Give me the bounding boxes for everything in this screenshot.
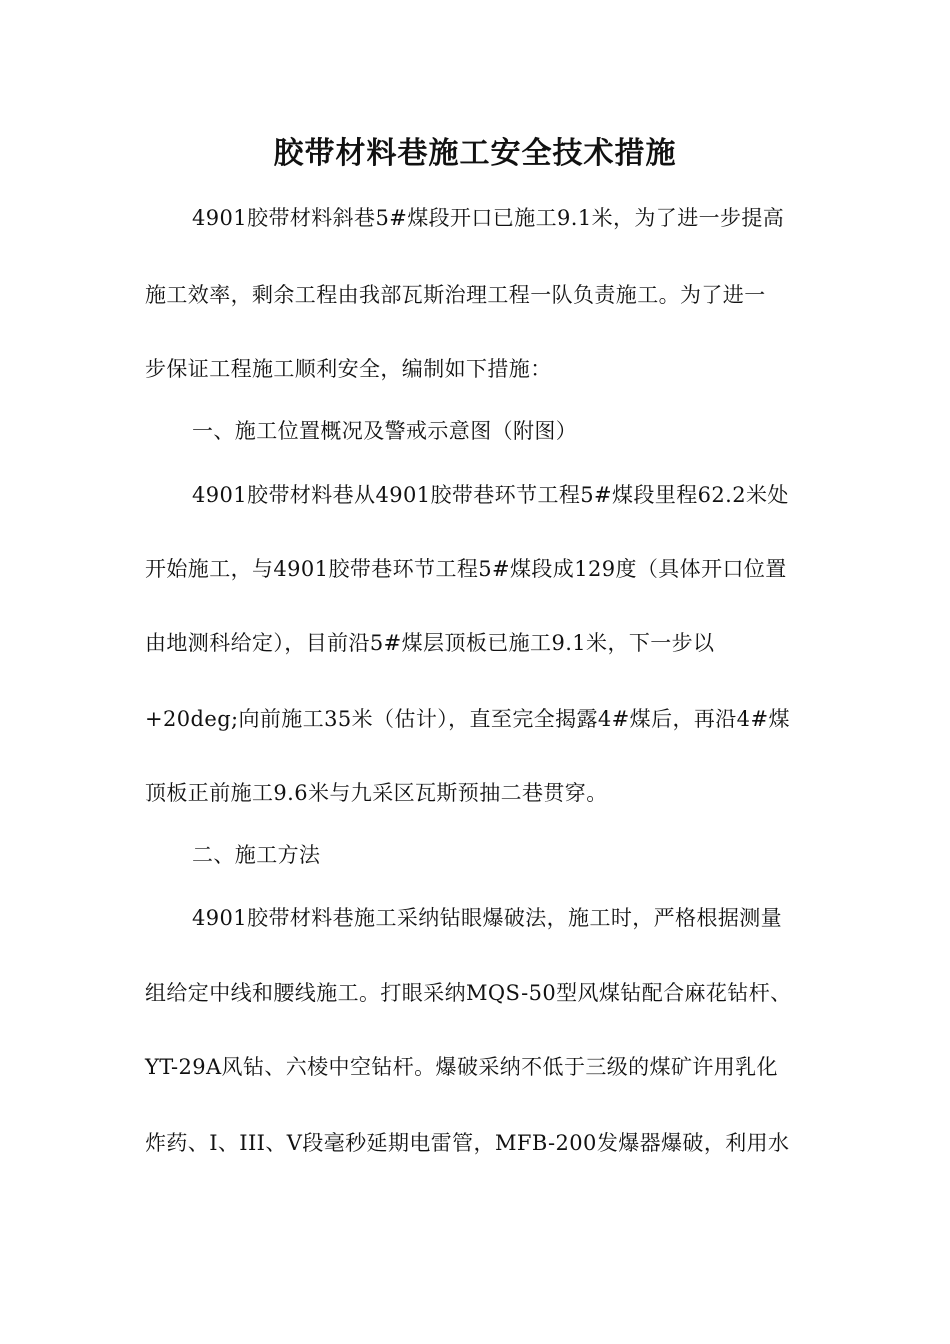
paragraph-line: +20deg;向前施工35米（估计），直至完全揭露4#煤后，再沿4#煤 — [145, 707, 790, 731]
section-heading: 一、施工位置概况及警戒示意图（附图） — [192, 419, 578, 443]
paragraph-line: 由地测科给定），目前沿5#煤层顶板已施工9.1米，下一步以 — [145, 631, 715, 655]
paragraph-line: 组给定中线和腰线施工。打眼采纳MQS-50型风煤钻配合麻花钻杆、 — [145, 981, 792, 1005]
document-title: 胶带材料巷施工安全技术措施 — [273, 136, 677, 171]
paragraph-line: 顶板正前施工9.6米与九采区瓦斯预抽二巷贯穿。 — [145, 781, 608, 805]
paragraph-line: 4901胶带材料巷施工采纳钻眼爆破法，施工时，严格根据测量 — [192, 906, 783, 930]
paragraph-line: 炸药、I、III、V段毫秒延期电雷管，MFB-200发爆器爆破，利用水 — [145, 1131, 790, 1155]
paragraph-line: 施工效率，剩余工程由我部瓦斯治理工程一队负责施工。为了进一 — [145, 283, 766, 307]
paragraph-line: 4901胶带材料斜巷5#煤段开口已施工9.1米，为了进一步提高 — [192, 206, 785, 230]
paragraph-line: 4901胶带材料巷从4901胶带巷环节工程5#煤段里程62.2米处 — [192, 483, 789, 507]
paragraph-line: 开始施工，与4901胶带巷环节工程5#煤段成129度（具体开口位置 — [145, 557, 787, 581]
section-heading: 二、施工方法 — [192, 843, 321, 867]
paragraph-line: 步保证工程施工顺利安全，编制如下措施： — [145, 357, 552, 381]
paragraph-line: YT-29A风钻、六棱中空钻杆。爆破采纳不低于三级的煤矿许用乳化 — [145, 1055, 778, 1079]
